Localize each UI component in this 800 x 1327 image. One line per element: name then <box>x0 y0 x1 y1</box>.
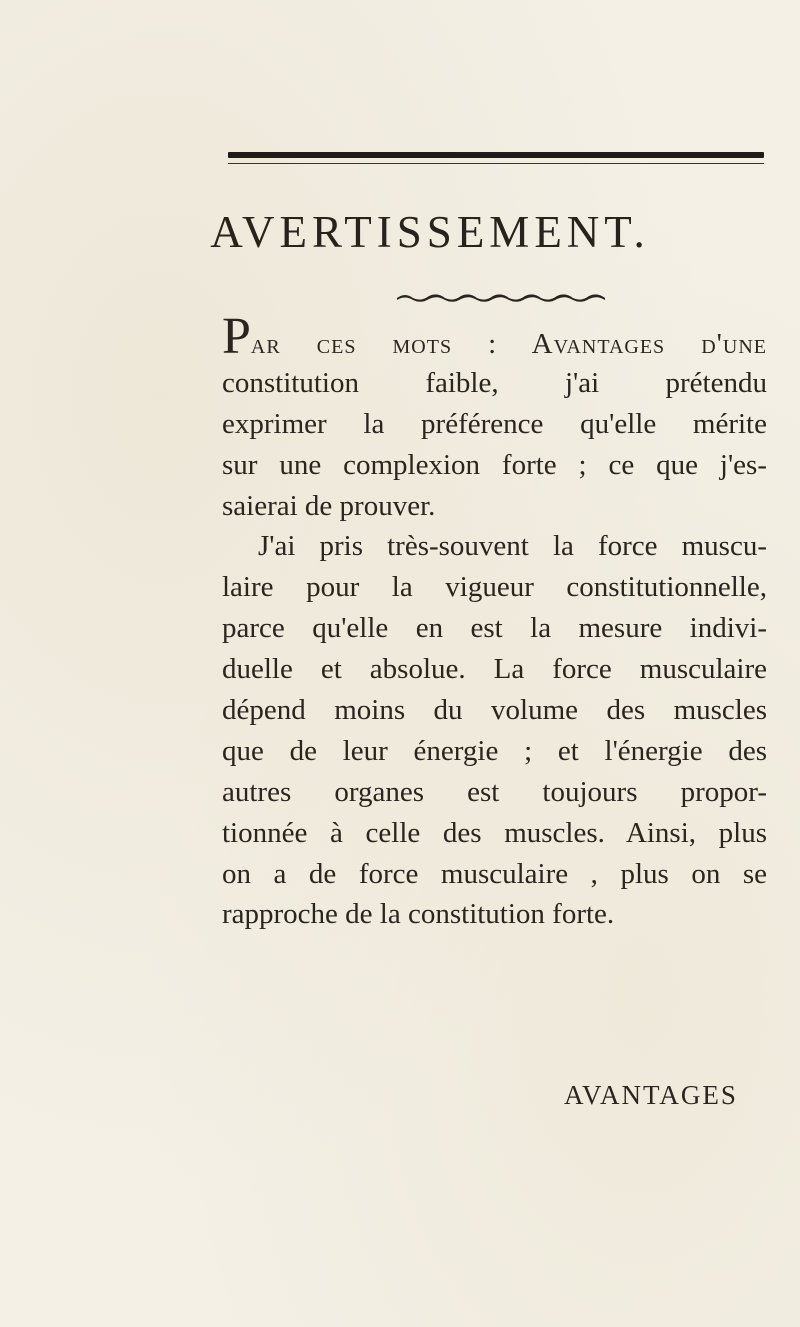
text-line: tionnée à celle des muscles. Ainsi, plus <box>222 816 767 849</box>
drop-cap: P <box>222 308 251 365</box>
body-text <box>222 308 767 935</box>
text-line: rapproche de la constitution forte. <box>222 898 615 931</box>
text-line <box>222 308 767 365</box>
catchword: AVANTAGES <box>564 1080 738 1110</box>
text-line: on a de force musculaire , plus on se <box>222 857 767 890</box>
text-line: autres organes est toujours propor- <box>222 775 767 808</box>
text-line: duelle et absolue. La force musculaire <box>222 653 767 686</box>
text-line: que de leur énergie ; et l'énergie des <box>222 734 767 767</box>
text-line: saierai de prouver. <box>222 489 436 522</box>
text-line: J'ai pris très-souvent la force muscu- <box>258 530 767 563</box>
text-line: sur une complexion forte ; ce que j'es- <box>222 448 767 481</box>
text-line: dépend moins du volume des muscles <box>222 694 767 727</box>
text-line: constitution faible, j'ai prétendu <box>222 366 767 399</box>
text-line: parce qu'elle en est la mesure indivi- <box>222 612 767 645</box>
top-double-rule-thick <box>228 152 764 158</box>
page-heading: AVERTISSEMENT. <box>210 207 650 257</box>
opening-phrase: ar ces mots : Avantages d'une <box>250 328 767 360</box>
ornament-divider <box>395 290 615 304</box>
text-line: laire pour la vigueur constitutionnelle, <box>222 571 767 604</box>
top-double-rule-thin <box>228 163 764 164</box>
text-line: exprimer la préférence qu'elle mérite <box>222 407 767 440</box>
